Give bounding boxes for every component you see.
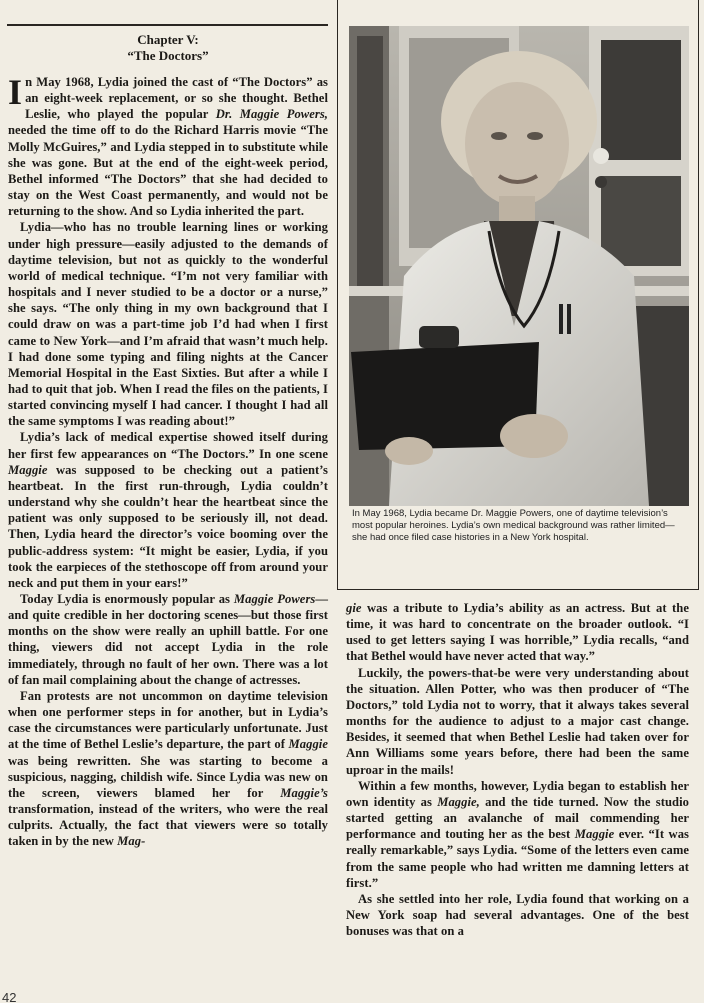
- right-column: [346, 600, 689, 939]
- paragraph: Luckily, the powers-that-be were very understanding about the situation. Allen Potter, who was then producer of “The Doctors,” told Lydia not to worry, that it always takes several months for the audience to adjust to a major cast change. Besides, it seemed that when Bethel Leslie had taken over for Ann Williams some years before, there had been the same uproar in the mails!: [346, 665, 689, 777]
- chapter-number: Chapter V:: [137, 32, 199, 47]
- photo-lydia-as-maggie: [349, 26, 689, 506]
- paragraph: Today Lydia is enormously popular as Maggie Powers—and quite credible in her doctoring scenes—but those first months on the show were really an uphill battle. For one thing, viewers did not accept Lydia in the role immediately, through no fault of her own. There was a lot of fan mail complaining about the change of actresses.: [8, 592, 328, 687]
- paragraph: Within a few months, however, Lydia began to establish her own identity as Maggie, and the tide turned. Now the studio started getting an avalanche of mail commending her performance and touting her as the best Maggie ever. “It was really remarkable,” says Lydia. “Some of the letters even came from the same people who had written me damning letters at first.”: [346, 778, 689, 890]
- paragraph: In May 1968, Lydia joined the cast of “The Doctors” as an eight-week replacement, or so she thought. Bethel Leslie, who played the popular Dr. Maggie Powers, needed the time off to do the Richard Harris movie “The Molly McGuires,” and Lydia stepped in to substitute while she was gone. But at the end of the eight-week period, Bethel informed “The Doctors” that she had decided to stay on the West Coast permanently, and would not be returning to the show. And so Lydia inherited the part.: [8, 72, 328, 219]
- paragraph: Lydia—who has no trouble learning lines or working under high pressure—easily adjusted to the demands of daytime television, but not as quickly to the wonderful world of medical technique. “I’m not very familiar with hospitals and I never studied to be a doctor or a nurse,” she says. “The only thing in my own background that I could draw on was a part-time job I’d had when I first came to New York—and I’m afraid that wasn’t much help. I had done some typing and filing nights at the Cancer Memorial Hospital in the East Sixties. But after a while I had to quit that job. When I read the files on the patients, I started convincing myself I had cancer. I thought I had all the same symptoms I was reading about!”: [8, 220, 328, 429]
- page-number: 42: [2, 990, 17, 1003]
- paragraph: As she settled into her role, Lydia found that working on a New York soap had several advantages. One of the best bonuses was that on a: [346, 891, 689, 939]
- chapter-heading: [8, 32, 328, 64]
- paragraph: gie was a tribute to Lydia’s ability as an actress. But at the time, it was hard to concentrate on the broader outlook. “I used to get letters saying I was horrible,” Lydia recalls, “and that Bethel would have never acted that way.”: [346, 601, 689, 664]
- photo-caption: In May 1968, Lydia became Dr. Maggie Powers, one of daytime television’s most popular heroines. Lydia’s own medical background was rather limited—she had once filed case histories in a New York hospital.: [352, 508, 675, 543]
- chapter-title: “The Doctors”: [127, 48, 209, 63]
- left-column-right-border: [337, 0, 338, 590]
- top-rule: [7, 24, 328, 26]
- drop-cap: I: [8, 72, 23, 112]
- paragraph: Lydia’s lack of medical expertise showed itself during her first few appearances on “The Doctors.” In one scene Maggie was supposed to be checking out a patient’s heartbeat. In the first run-through, Lydia couldn’t understand why she couldn’t hear the heartbeat since the patient was only supposed to be seriously ill, not dead. Then, Lydia heard the director’s voice booming over the public-address system: “It might be easier, Lydia, if you took the earpieces of the stethoscope off from around your neck and put them in your ears!”: [8, 430, 328, 590]
- photo-section-bottom-rule: [337, 589, 699, 590]
- left-column: [8, 74, 328, 850]
- sidebar-right-border: [698, 0, 699, 590]
- paragraph: Fan protests are not uncommon on daytime television when one performer steps in for another, but in Lydia’s case the circumstances were particularly unfortunate. Just at the time of Bethel Leslie’s departure, the part of Maggie was being rewritten. She was starting to become a suspicious, nagging, childish wife. Since Lydia was new on the screen, viewers blamed her for Maggie’s transformation, instead of the writers, who were the real culprits. Actually, the fact that viewers were so totally taken in by the new Mag-: [8, 688, 328, 849]
